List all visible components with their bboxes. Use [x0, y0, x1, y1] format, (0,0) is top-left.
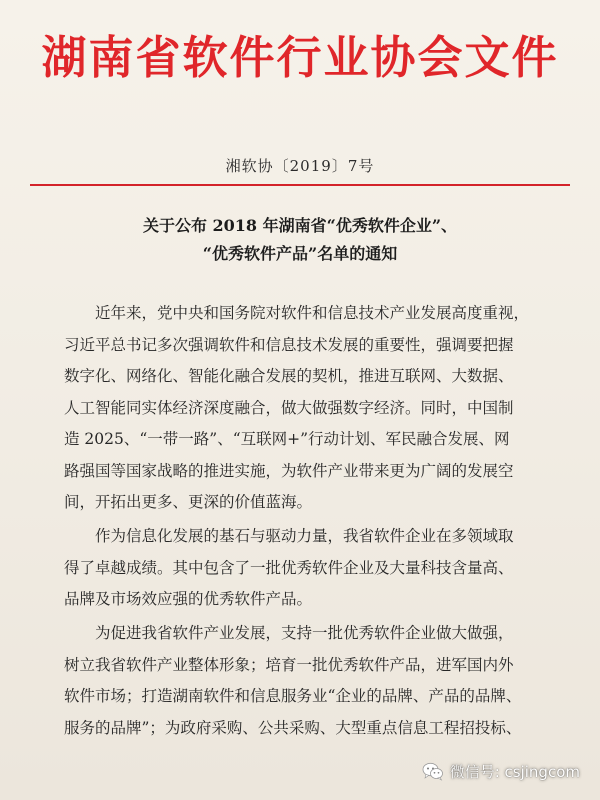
- paragraph-line: 服务的品牌”；为政府采购、公共采购、大型重点信息工程招投标、: [64, 718, 522, 737]
- wechat-watermark: [422, 761, 580, 782]
- paragraph-line: 近年来，党中央和国务院对软件和信息技术产业发展高度重视，: [95, 304, 530, 322]
- watermark-text: 微信号: csjingcom: [449, 763, 580, 781]
- paragraph-line: 造 2025、“一带一路”、“互联网+”行动计划、军民融合发展、网: [64, 430, 510, 448]
- paragraph-line: 树立我省软件产业整体形象；培育一批优秀软件产品，进军国内外: [64, 655, 514, 674]
- paragraph-3: [64, 618, 554, 744]
- document-number: 湘软协〔2019〕7号: [225, 157, 375, 175]
- paragraph-line: 品牌及市场效应强的优秀软件产品。: [64, 590, 313, 608]
- paragraph-line: 软件市场；打造湖南软件和信息服务业“企业的品牌、产品的品牌、: [64, 687, 522, 705]
- paragraph-line: 人工智能同实体经济深度融合，做大做强数字经济。同时，中国制: [64, 398, 514, 417]
- notice-title: [40, 212, 560, 268]
- notice-title-line-2: “优秀软件产品”名单的通知: [202, 244, 398, 263]
- paragraph-1: [64, 298, 554, 519]
- paragraph-line: 间，开拓出更多、更深的价值蓝海。: [64, 493, 313, 511]
- paragraph-line: 得了卓越成绩。其中包含了一批优秀软件企业及大量科技含量高、: [64, 558, 514, 577]
- notice-title-line-1: 关于公布 2018 年湖南省“优秀软件企业”、: [142, 216, 458, 235]
- document-header-title: 湖南省软件行业协会文件: [41, 31, 559, 84]
- paragraph-line: 习近平总书记多次强调软件和信息技术发展的重要性，强调要把握: [64, 335, 514, 354]
- paragraph-line: 数字化、网络化、智能化融合发展的契机，推进互联网、大数据、: [64, 367, 514, 385]
- paragraph-line: 作为信息化发展的基石与驱动力量，我省软件企业在多领域取: [95, 527, 514, 545]
- paragraph-line: 为促进我省软件产业发展，支持一批优秀软件企业做大做强，: [95, 624, 514, 642]
- wechat-icon: [422, 762, 444, 781]
- paragraph-line: 路强国等国家战略的推进实施，为软件产业带来更为广阔的发展空: [64, 461, 514, 480]
- red-divider: [30, 184, 570, 186]
- paragraph-2: [64, 521, 554, 616]
